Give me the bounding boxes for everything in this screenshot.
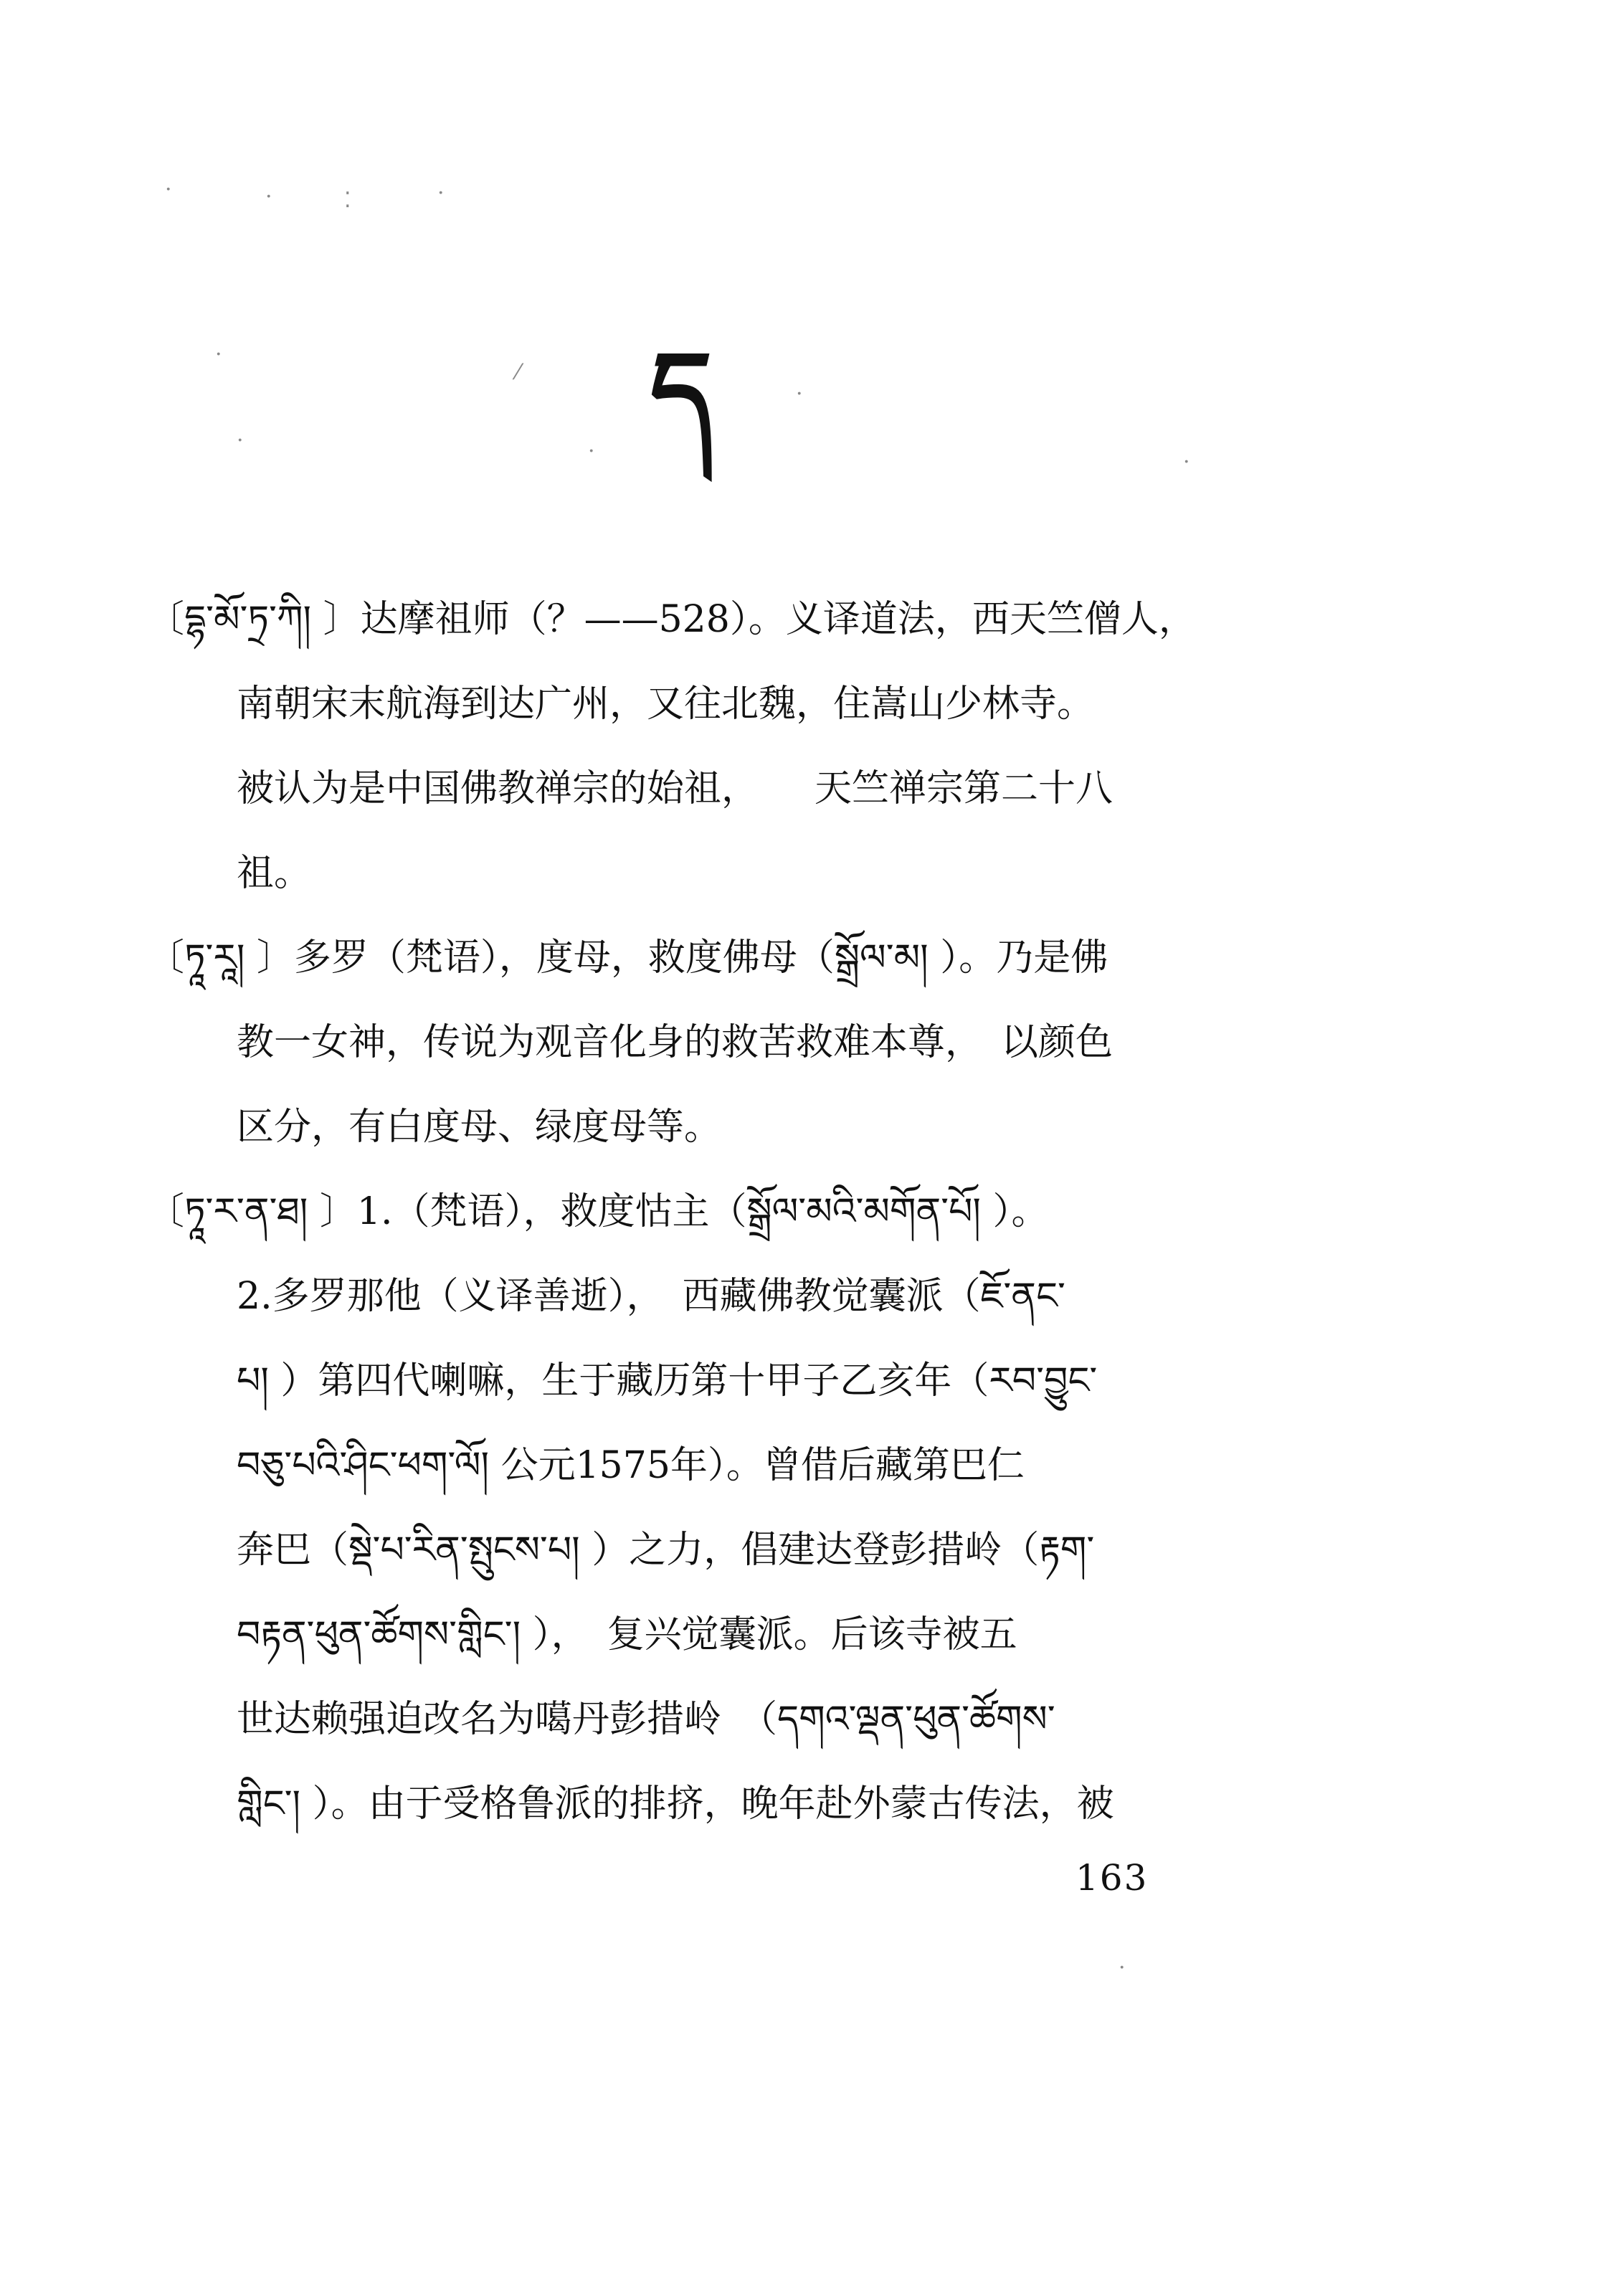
entry-line: 南朝宋末航海到达广州，又往北魏，住嵩山少林寺。 bbox=[237, 683, 1095, 726]
scan-speck: · bbox=[437, 181, 445, 206]
entry-line: 〔ཏཱ་རཱ། 〕多罗（梵语），度母，救度佛母（སྒྲོལ་མ། ）。乃是佛 bbox=[147, 936, 1108, 979]
entry-dharma bbox=[147, 577, 1222, 916]
scan-speck: · bbox=[215, 342, 222, 367]
entry-line: བརྟན་ཕུན་ཚོགས་གླིང་། ）， 复兴觉囊派。后该寺被五 bbox=[237, 1613, 1017, 1656]
section-heading-letter: ད bbox=[650, 328, 713, 454]
scan-speck: · bbox=[588, 439, 595, 464]
entry-line: 奔巴（སྡེ་པ་རིན་སྤུངས་པ། ）之力，倡建达登彭措岭（རྟག་ bbox=[237, 1529, 1095, 1572]
entry-line: 〔ཏཱ་ར་ན་ཐ། 〕1.（梵语），救度怙主（སྒྲོལ་མའི་མགོན་པོ། ）。 bbox=[147, 1190, 1049, 1233]
page-number: 163 bbox=[1075, 1857, 1149, 1899]
scan-speck: ⁄ bbox=[516, 360, 521, 385]
entry-list bbox=[147, 577, 1222, 1846]
entry-line: 〔དྷ་མོ་ཏྲ་ཀི། 〕达摩祖师（？——528）。义译道法，西天竺僧人， bbox=[147, 598, 1196, 641]
entry-line: 被认为是中国佛教禅宗的始祖， 天竺禅宗第二十八 bbox=[237, 767, 1113, 810]
scan-speck: · bbox=[1119, 1955, 1126, 1980]
scan-speck: · bbox=[237, 428, 244, 453]
scan-speck: · bbox=[265, 184, 272, 209]
entry-line: 区分，有白度母、绿度母等。 bbox=[237, 1106, 722, 1149]
scan-speck: · bbox=[165, 177, 172, 202]
entry-line: པ། ）第四代喇嘛，生于藏历第十甲子乙亥年（རབ་བྱུང་ bbox=[237, 1359, 1098, 1402]
entry-line: 2.多罗那他（义译善逝）， 西藏佛教觉囊派（ཇོ་ནང་ bbox=[237, 1275, 1065, 1318]
entry-line: 祖。 bbox=[237, 852, 312, 895]
scan-speck: · bbox=[796, 381, 803, 407]
scan-speck: · bbox=[1183, 450, 1190, 475]
scan-speck: ⁚ bbox=[344, 188, 351, 213]
entry-line: 教一女神，传说为观音化身的救苦救难本尊， 以颜色 bbox=[237, 1021, 1113, 1064]
entry-taranatha bbox=[147, 1169, 1222, 1846]
entry-line: གླིང་། ）。由于受格鲁派的排挤，晚年赴外蒙古传法，被 bbox=[237, 1782, 1114, 1826]
entry-line: 世达赖强迫改名为噶丹彭措岭 （དགའ་ལྡན་ཕུན་ཚོགས་ bbox=[237, 1698, 1055, 1741]
entry-line: བཅུ་པའི་ཤིང་ཕག་ལོ། 公元1575年）。曾借后藏第巴仁 bbox=[237, 1444, 1025, 1487]
entry-tara bbox=[147, 916, 1222, 1169]
